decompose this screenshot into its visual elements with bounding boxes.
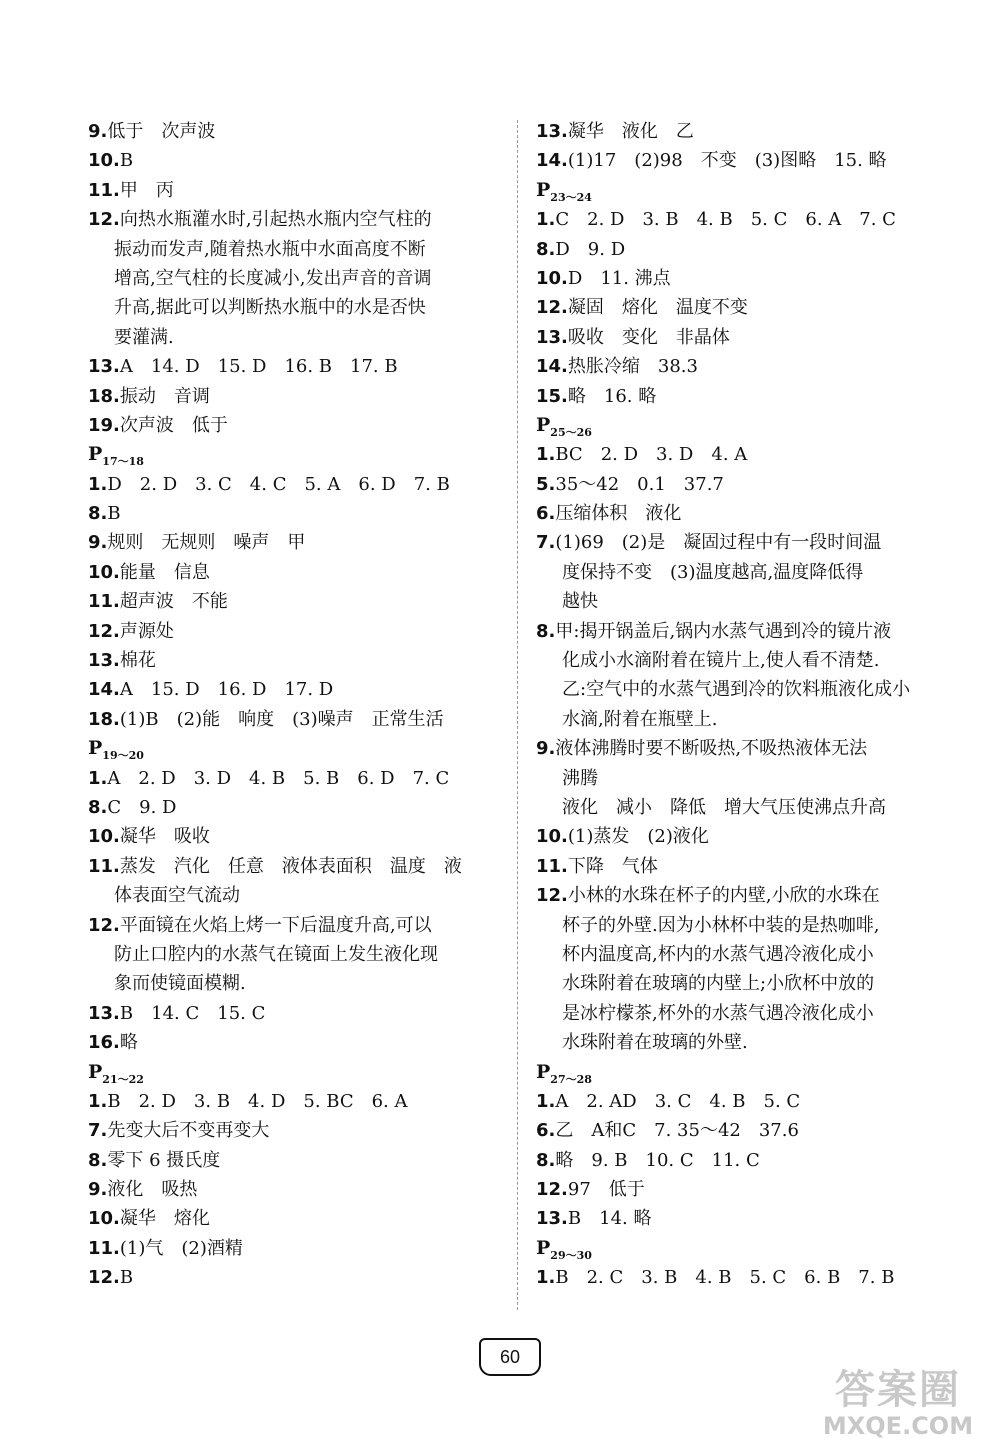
question-number: 11. [88, 591, 120, 613]
question-number: 8. [88, 796, 108, 818]
answer-line [88, 793, 498, 822]
answer-line [88, 999, 498, 1028]
answer-text: 热胀冷缩 38.3 [567, 356, 698, 378]
question-number: 14. [536, 150, 568, 172]
answer-line [88, 1028, 498, 1057]
answer-line [88, 205, 498, 234]
answer-line [88, 1146, 498, 1175]
section-heading [536, 176, 956, 205]
question-number: 5. [536, 473, 556, 495]
answer-text: 甲:揭开锅盖后,锅内水蒸气遇到冷的镜片液 [555, 620, 892, 642]
answer-text: 平面镜在火焰上烤一下后温度升高,可以 [119, 914, 432, 936]
answer-text: B 2. D 3. B 4. D 5. BC 6. A [107, 1090, 408, 1112]
question-number: 15. [536, 385, 568, 407]
answer-continuation: 杯内温度高,杯内的水蒸气遇冷液化成小 [562, 943, 874, 965]
answer-continuation: 液化 减小 降低 增大气压使沸点升高 [562, 796, 886, 818]
answer-line [536, 235, 956, 264]
answer-text: D 11. 沸点 [567, 267, 671, 289]
answer-line [88, 1175, 498, 1204]
answer-continuation: 是冰柠檬茶,杯外的水蒸气遇冷液化成小 [562, 1002, 874, 1024]
answer-text: (1)17 (2)98 不变 (3)图略 15. 略 [567, 150, 887, 172]
answer-line [88, 352, 498, 381]
question-number: 16. [88, 1032, 120, 1054]
answer-text: 凝华 吸收 [119, 826, 210, 848]
answer-text: B [119, 150, 134, 172]
question-number: 8. [88, 503, 108, 525]
question-number: 7. [536, 532, 556, 554]
answer-continuation: 水珠附着在玻璃的内壁上;小欣杯中放的 [562, 973, 875, 995]
answer-text: 低于 次声波 [107, 121, 216, 142]
section-heading [536, 411, 956, 440]
answer-text: C 2. D 3. B 4. B 5. C 6. A 7. C [555, 209, 896, 231]
answer-line [88, 382, 498, 411]
answer-line [536, 264, 956, 293]
question-number: 1. [536, 1267, 556, 1289]
question-number: 8. [536, 238, 556, 260]
question-number: 12. [88, 1267, 120, 1289]
answer-line [88, 499, 498, 528]
answer-text: 略 16. 略 [567, 385, 657, 407]
answer-line [88, 764, 498, 793]
answer-text: 甲 丙 [119, 179, 174, 201]
question-number: 12. [88, 620, 120, 642]
answer-line [536, 1175, 956, 1204]
answer-line [536, 1116, 956, 1145]
answer-line [88, 1263, 498, 1292]
answer-line [536, 734, 956, 763]
answer-continuation: 水滴,附着在瓶壁上. [562, 708, 718, 730]
answer-text: 规则 无规则 噪声 甲 [107, 532, 306, 554]
answer-line [88, 470, 498, 499]
answer-line [88, 176, 498, 205]
answer-text: 略 [119, 1032, 138, 1054]
section-page-range: 29～30 [550, 1248, 592, 1262]
question-number: 10. [88, 826, 120, 848]
answer-line [88, 646, 498, 675]
answer-continuation: 水珠附着在玻璃的外壁. [562, 1032, 748, 1054]
answer-text: 略 9. B 10. C 11. C [555, 1149, 760, 1171]
question-number: 13. [88, 1002, 120, 1024]
answer-line [88, 1116, 498, 1145]
question-number: 10. [88, 150, 120, 172]
answer-line [536, 1263, 956, 1292]
answer-line [536, 352, 956, 381]
answer-line [536, 852, 956, 881]
answer-text: 蒸发 汽化 任意 液体表面积 温度 液 [119, 855, 462, 877]
answer-line [536, 382, 956, 411]
answer-line [88, 558, 498, 587]
answer-continuation: 升高,据此可以判断热水瓶中的水是否快 [114, 297, 426, 319]
answer-text: C 9. D [107, 796, 177, 818]
question-number: 12. [536, 297, 568, 319]
answer-text: A 2. AD 3. C 4. B 5. C [555, 1090, 801, 1112]
answer-text: 小林的水珠在杯子的内壁,小欣的水珠在 [567, 885, 880, 907]
answer-text: BC 2. D 3. D 4. A [555, 444, 748, 466]
answer-continuation: 振动而发声,随着热水瓶中水面高度不断 [114, 238, 426, 260]
question-number: 14. [536, 356, 568, 378]
answer-continuation: 乙:空气中的水蒸气遇到冷的饮料瓶液化成小 [562, 679, 911, 701]
answer-text: 液体沸腾时要不断吸热,不吸热液体无法 [555, 738, 868, 760]
answer-line [88, 617, 498, 646]
question-number: 8. [88, 1149, 108, 1171]
question-number: 13. [536, 326, 568, 348]
answer-text: 液化 吸热 [107, 1179, 198, 1201]
answer-text: (1)蒸发 (2)液化 [567, 826, 709, 848]
answer-text: (1)B (2)能 响度 (3)噪声 正常生活 [119, 708, 444, 730]
answer-line [88, 117, 498, 146]
question-number: 12. [88, 209, 120, 231]
question-number: 6. [536, 503, 556, 525]
section-page-letter: P [536, 178, 551, 201]
answer-text: 声源处 [119, 620, 174, 642]
answer-line [88, 705, 498, 734]
question-number: 11. [88, 1237, 120, 1259]
question-number: 8. [536, 1149, 556, 1171]
column-divider [517, 120, 518, 1310]
answer-text: 乙 A和C 7. 35～42 37.6 [555, 1120, 799, 1142]
answer-text: B 2. C 3. B 4. B 5. C 6. B 7. B [555, 1267, 895, 1289]
question-number: 11. [536, 855, 568, 877]
answer-line [536, 881, 956, 910]
question-number: 1. [536, 1090, 556, 1112]
answer-text: 零下 6 摄氏度 [107, 1149, 221, 1171]
question-number: 18. [88, 385, 120, 407]
question-number: 11. [88, 179, 120, 201]
answer-continuation: 越快 [562, 591, 598, 613]
answer-text: D 2. D 3. C 4. C 5. A 6. D 7. B [107, 473, 450, 495]
answer-line [536, 1087, 956, 1116]
answer-text: B [119, 1267, 134, 1289]
answer-text: (1)69 (2)是 凝固过程中有一段时间温 [555, 532, 882, 554]
watermark-logo [808, 1368, 988, 1440]
answer-line [88, 587, 498, 616]
answer-line [536, 146, 956, 175]
answer-line [536, 293, 956, 322]
question-number: 9. [88, 1179, 108, 1201]
watermark-line1: 答案圈 [835, 1367, 961, 1413]
question-number: 1. [88, 473, 108, 495]
answer-line [88, 1087, 498, 1116]
answer-continuation: 杯子的外壁.因为小林杯中装的是热咖啡, [562, 914, 880, 936]
question-number: 14. [88, 679, 120, 701]
answer-line [88, 1204, 498, 1233]
section-page-range: 23～24 [550, 190, 592, 204]
section-page-letter: P [88, 737, 103, 760]
question-number: 9. [88, 532, 108, 554]
answer-line [536, 323, 956, 352]
answer-text: 凝华 液化 乙 [567, 121, 694, 142]
answer-line [536, 440, 956, 469]
answer-line [88, 1234, 498, 1263]
page-number: 60 [479, 1338, 541, 1376]
answer-text: (1)气 (2)酒精 [119, 1237, 243, 1259]
answer-text: 先变大后不变再变大 [107, 1120, 270, 1142]
question-number: 8. [536, 620, 556, 642]
answer-text: A 14. D 15. D 16. B 17. B [119, 356, 398, 378]
section-page-letter: P [536, 1236, 551, 1259]
question-number: 10. [88, 561, 120, 583]
answer-continuation: 防止口腔内的水蒸气在镜面上发生液化现 [114, 943, 438, 965]
section-heading [88, 440, 498, 469]
answer-line [536, 528, 956, 557]
question-number: 9. [88, 121, 108, 142]
answer-line [88, 822, 498, 851]
question-number: 1. [536, 444, 556, 466]
answer-line [536, 499, 956, 528]
answer-text: 次声波 低于 [119, 414, 228, 436]
question-number: 12. [536, 885, 568, 907]
answer-line [536, 117, 956, 146]
question-number: 1. [88, 767, 108, 789]
question-number: 10. [536, 826, 568, 848]
section-page-letter: P [88, 1060, 103, 1083]
answer-continuation: 要灌满. [114, 326, 174, 348]
section-page-letter: P [536, 413, 551, 436]
answer-line [536, 822, 956, 851]
answer-text: 97 低于 [567, 1179, 645, 1201]
question-number: 10. [88, 1208, 120, 1230]
section-page-range: 25～26 [550, 425, 592, 439]
left-column [88, 117, 498, 1293]
answer-continuation: 度保持不变 (3)温度越高,温度降低得 [562, 561, 864, 583]
answer-line [536, 470, 956, 499]
section-page-range: 27～28 [550, 1072, 592, 1086]
question-number: 9. [536, 738, 556, 760]
question-number: 12. [536, 1179, 568, 1201]
answer-text: B [107, 503, 121, 525]
question-number: 12. [88, 914, 120, 936]
answer-continuation: 象而使镜面模糊. [114, 973, 246, 995]
question-number: 13. [88, 650, 120, 672]
answer-text: 超声波 不能 [119, 591, 228, 613]
question-number: 18. [88, 708, 120, 730]
answer-text: 棉花 [119, 650, 156, 672]
question-number: 11. [88, 855, 120, 877]
question-number: 19. [88, 414, 120, 436]
answer-line [536, 1146, 956, 1175]
answer-line [88, 411, 498, 440]
section-heading [536, 1058, 956, 1087]
answer-text: B 14. 略 [567, 1208, 652, 1230]
answer-text: D 9. D [555, 238, 626, 260]
answer-text: A 15. D 16. D 17. D [119, 679, 334, 701]
section-page-range: 21～22 [102, 1072, 144, 1086]
answer-text: A 2. D 3. D 4. B 5. B 6. D 7. C [107, 767, 450, 789]
question-number: 6. [536, 1120, 556, 1142]
section-page-range: 19～20 [102, 749, 144, 762]
section-page-range: 17～18 [102, 455, 144, 469]
section-page-letter: P [88, 443, 103, 466]
question-number: 1. [88, 1090, 108, 1112]
answer-line [88, 528, 498, 557]
answer-text: 能量 信息 [119, 561, 210, 583]
answer-continuation: 体表面空气流动 [114, 885, 240, 907]
answer-continuation: 化成小水滴附着在镜片上,使人看不清楚. [562, 650, 880, 672]
answer-text: 下降 气体 [567, 855, 658, 877]
question-number: 7. [88, 1120, 108, 1142]
answer-text: 压缩体积 液化 [555, 503, 682, 525]
answer-text: 振动 音调 [119, 385, 210, 407]
question-number: 13. [536, 121, 568, 142]
answer-text: 凝固 熔化 温度不变 [567, 297, 748, 319]
right-column [536, 117, 956, 1293]
question-number: 13. [536, 1208, 568, 1230]
answer-line [88, 675, 498, 704]
question-number: 1. [536, 209, 556, 231]
watermark-line2: MXQE.COM [822, 1412, 974, 1440]
answer-line [88, 911, 498, 940]
section-heading [536, 1234, 956, 1263]
question-number: 10. [536, 267, 568, 289]
section-page-letter: P [536, 1060, 551, 1083]
answer-text: 向热水瓶灌水时,引起热水瓶内空气柱的 [119, 209, 432, 231]
answer-line [536, 1204, 956, 1233]
answer-line [88, 852, 498, 881]
answer-text: 凝华 熔化 [119, 1208, 210, 1230]
section-heading [88, 1058, 498, 1087]
answer-continuation: 沸腾 [562, 767, 598, 789]
answer-text: B 14. C 15. C [119, 1002, 266, 1024]
question-number: 13. [88, 356, 120, 378]
answer-continuation: 增高,空气柱的长度减小,发出声音的音调 [114, 267, 432, 289]
answer-line [536, 617, 956, 646]
answer-line [536, 205, 956, 234]
answer-line [88, 146, 498, 175]
section-heading [88, 734, 498, 763]
answer-text: 35～42 0.1 37.7 [555, 473, 724, 495]
answer-text: 吸收 变化 非晶体 [567, 326, 730, 348]
